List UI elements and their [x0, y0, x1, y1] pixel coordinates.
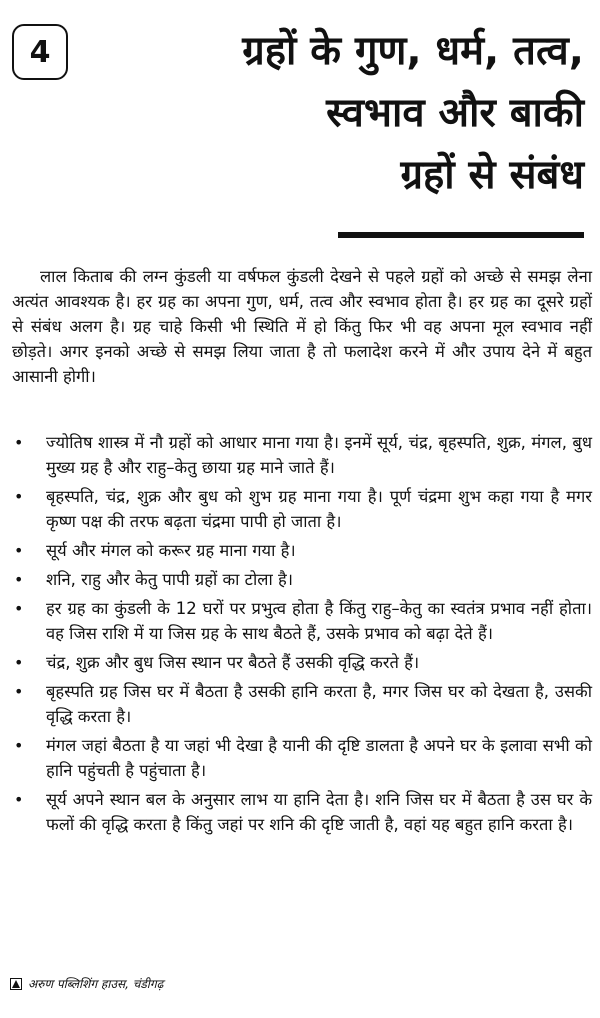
page-footer	[10, 975, 163, 992]
bullet-list	[12, 430, 592, 841]
list-item	[12, 484, 592, 534]
chapter-title-line-2: स्वभाव और बाकी	[326, 90, 584, 136]
bullet-marker: •	[14, 736, 24, 755]
publisher-name: अरुण पब्लिशिंग हाउस, चंडीगढ़	[28, 977, 164, 991]
bullet-marker: •	[14, 487, 24, 506]
bullet-marker: •	[14, 653, 24, 672]
list-item-text: चंद्र, शुक्र और बुध जिस स्थान पर बैठते हैं उसकी वृद्धि करते हैं।	[46, 653, 420, 672]
list-item	[12, 787, 592, 837]
chapter-title	[104, 20, 584, 206]
bullet-marker: •	[14, 570, 24, 589]
list-item-text: बृहस्पति ग्रह जिस घर में बैठता है उसकी हानि करता है, मगर जिस घर को देखता है, उसकी वृद्धि करता है।	[46, 682, 592, 726]
chapter-number-badge	[12, 24, 68, 80]
chapter-title-line-3: ग्रहों से संबंध	[400, 152, 584, 198]
list-item	[12, 733, 592, 783]
chapter-title-line-1: ग्रहों के गुण, धर्म, तत्व,	[242, 28, 584, 74]
bullet-marker: •	[14, 682, 24, 701]
intro-paragraph: लाल किताब की लग्न कुंडली या वर्षफल कुंडली देखने से पहले ग्रहों को अच्छे से समझ लेना अत्यंत आवश्यक है। हर ग्रह का अपना गुण, धर्म, तत्व और स्वभाव होता है। हर ग्रह का दूसरे ग्रहों से संबंध अलग है। ग्रह चाहे किसी भी स्थिति में हो किंतु फिर भी वह अपना मूल स्वभाव नहीं छोड़ते। अगर इनको अच्छे से समझ लिया जाता है तो फलादेश करने में और उपाय देने में बहुत आसानी होगी।	[12, 267, 592, 386]
list-item-text: बृहस्पति, चंद्र, शुक्र और बुध को शुभ ग्रह माना गया है। पूर्ण चंद्रमा शुभ कहा गया है मगर कृष्ण पक्ष की तरफ बढ़ता चंद्रमा पापी हो जाता है।	[46, 487, 592, 531]
publisher-logo-icon	[10, 978, 22, 990]
list-item	[12, 430, 592, 480]
list-item-text: शनि, राहु और केतु पापी ग्रहों का टोला है।	[46, 570, 293, 589]
list-item-text: ज्योतिष शास्त्र में नौ ग्रहों को आधार माना गया है। इनमें सूर्य, चंद्र, बृहस्पति, शुक्र, मंगल, बुध मुख्य ग्रह है और राहु–केतु छाया ग्रह माने जाते हैं।	[46, 433, 592, 477]
list-item	[12, 567, 592, 592]
list-item	[12, 679, 592, 729]
bullet-marker: •	[14, 790, 24, 809]
list-item-text: मंगल जहां बैठता है या जहां भी देखा है यानी की दृष्टि डालता है अपने घर के इलावा सभी को हानि पहुंचती है पहुंचाता है।	[46, 736, 592, 780]
bullet-marker: •	[14, 599, 24, 618]
list-item	[12, 538, 592, 563]
list-item	[12, 650, 592, 675]
list-item	[12, 596, 592, 646]
chapter-number: 4	[29, 34, 51, 70]
title-underline-rule	[338, 232, 584, 238]
list-item-text: सूर्य अपने स्थान बल के अनुसार लाभ या हानि देता है। शनि जिस घर में बैठता है उस घर के फलों की वृद्धि करता है किंतु जहां पर शनि की दृष्टि जाती है, वहां यह बहुत हानि करता है।	[46, 790, 592, 834]
list-item-text: हर ग्रह का कुंडली के 12 घरों पर प्रभुत्व होता है किंतु राहु–केतु का स्वतंत्र प्रभाव नहीं होता। वह जिस राशि में या जिस ग्रह के साथ बैठते हैं, उसके प्रभाव को बढ़ा देते हैं।	[46, 599, 592, 643]
bullet-marker: •	[14, 433, 24, 452]
list-item-text: सूर्य और मंगल को करूर ग्रह माना गया है।	[46, 541, 296, 560]
bullet-marker: •	[14, 541, 24, 560]
